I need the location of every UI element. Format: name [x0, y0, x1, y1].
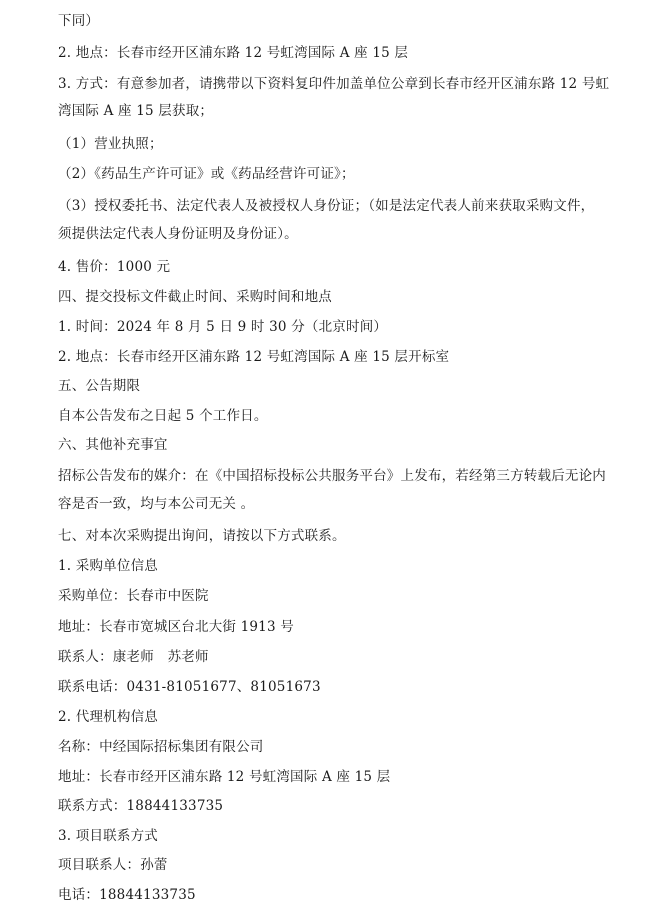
section-heading: 五、公告期限	[58, 378, 141, 394]
section-heading: 七、对本次采购提出询问，请按以下方式联系。	[58, 528, 346, 544]
text-line: 电话：18844133735	[58, 887, 196, 903]
text-line: （2）《药品生产许可证》或《药品经营许可证》；	[58, 166, 355, 182]
text-line: 2. 地点：长春市经开区浦东路 12 号虹湾国际 A 座 15 层	[58, 45, 409, 61]
text-line: 4. 售价：1000 元	[58, 259, 171, 275]
text-line: 采购单位：长春市中医院	[58, 588, 209, 604]
text-line: 3. 方式：有意参加者，请携带以下资料复印件加盖单位公章到长春市经开区浦东路 12 号虹	[58, 76, 610, 92]
text-line: 须提供法定代表人身份证明及身份证）。	[58, 226, 298, 242]
text-line: （1）营业执照；	[58, 136, 163, 152]
text-line: 2. 地点：长春市经开区浦东路 12 号虹湾国际 A 座 15 层开标室	[58, 349, 450, 365]
text-line: 1. 采购单位信息	[58, 558, 158, 574]
text-line: 自本公告发布之日起 5 个工作日。	[58, 408, 268, 424]
text-line: 3. 项目联系方式	[58, 828, 158, 844]
text-line: 联系人：康老师 苏老师	[58, 649, 209, 665]
section-heading: 四、提交投标文件截止时间、采购时间和地点	[58, 289, 332, 305]
text-line: 项目联系人：孙蕾	[58, 857, 168, 873]
text-line: 下同）	[58, 13, 100, 29]
text-line: 容是否一致，均与本公司无关 。	[58, 496, 255, 512]
text-line: 2. 代理机构信息	[58, 709, 158, 725]
text-line: 名称：中经国际招标集团有限公司	[58, 739, 264, 755]
text-line: 地址：长春市宽城区台北大街 1913 号	[58, 619, 294, 635]
text-line: 联系方式：18844133735	[58, 798, 224, 814]
section-heading: 六、其他补充事宜	[58, 437, 168, 453]
text-line: 地址：长春市经开区浦东路 12 号虹湾国际 A 座 15 层	[58, 769, 391, 785]
text-line: （3）授权委托书、法定代表人及被授权人身份证；（如是法定代表人前来获取采购文件，	[58, 198, 595, 214]
text-line: 湾国际 A 座 15 层获取；	[58, 103, 214, 119]
text-line: 联系电话：0431-81051677、81051673	[58, 679, 321, 695]
text-line: 招标公告发布的媒介：在《中国招标投标公共服务平台》上发布，若经第三方转载后无论内	[58, 468, 606, 484]
text-line: 1. 时间：2024 年 8 月 5 日 9 时 30 分（北京时间）	[58, 319, 388, 335]
